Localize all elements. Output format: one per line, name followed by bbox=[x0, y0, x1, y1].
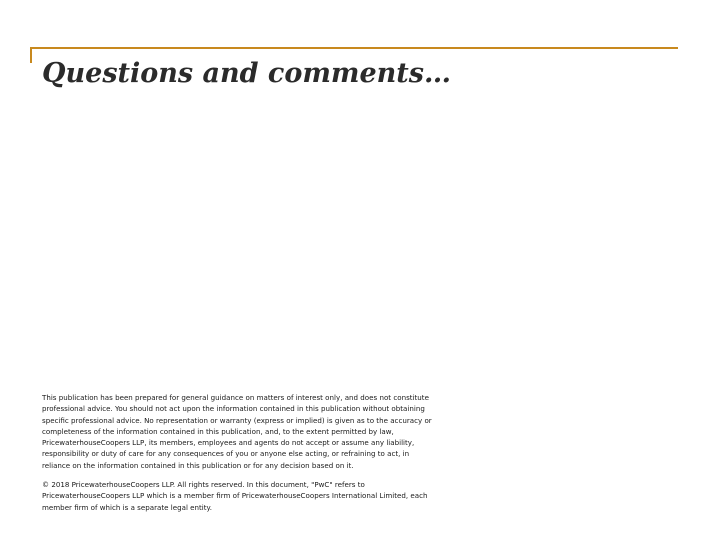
title-accent-tick bbox=[30, 47, 32, 63]
disclaimer-paragraph: This publication has been prepared for general guidance on matters of interest only, and does not constitute professional advice. You should not act upon the information contained in this publication without obtaining specific professional advice. No representation or warranty (express or implied) is given as to the accuracy or completeness of the information contained in this publication, and, to the extent permitted by law, PricewaterhouseCoopers LLP, its members, employees and agents do not accept or assume any liability, responsibility or duty of care for any consequences of you or anyone else acting, or refraining to act, in reliance on the information contained in this publication or for any decision based on it. bbox=[42, 393, 432, 470]
legal-disclaimer bbox=[42, 392, 432, 513]
title-accent-rule bbox=[30, 47, 678, 49]
copyright-notice: © 2018 PricewaterhouseCoopers LLP. All rights reserved. In this document, "PwC" refers to PricewaterhouseCoopers LLP which is a member firm of PricewaterhouseCoopers International Limited, each member firm of which is a separate legal entity. bbox=[42, 480, 428, 512]
slide-title: Questions and comments… bbox=[42, 58, 451, 89]
